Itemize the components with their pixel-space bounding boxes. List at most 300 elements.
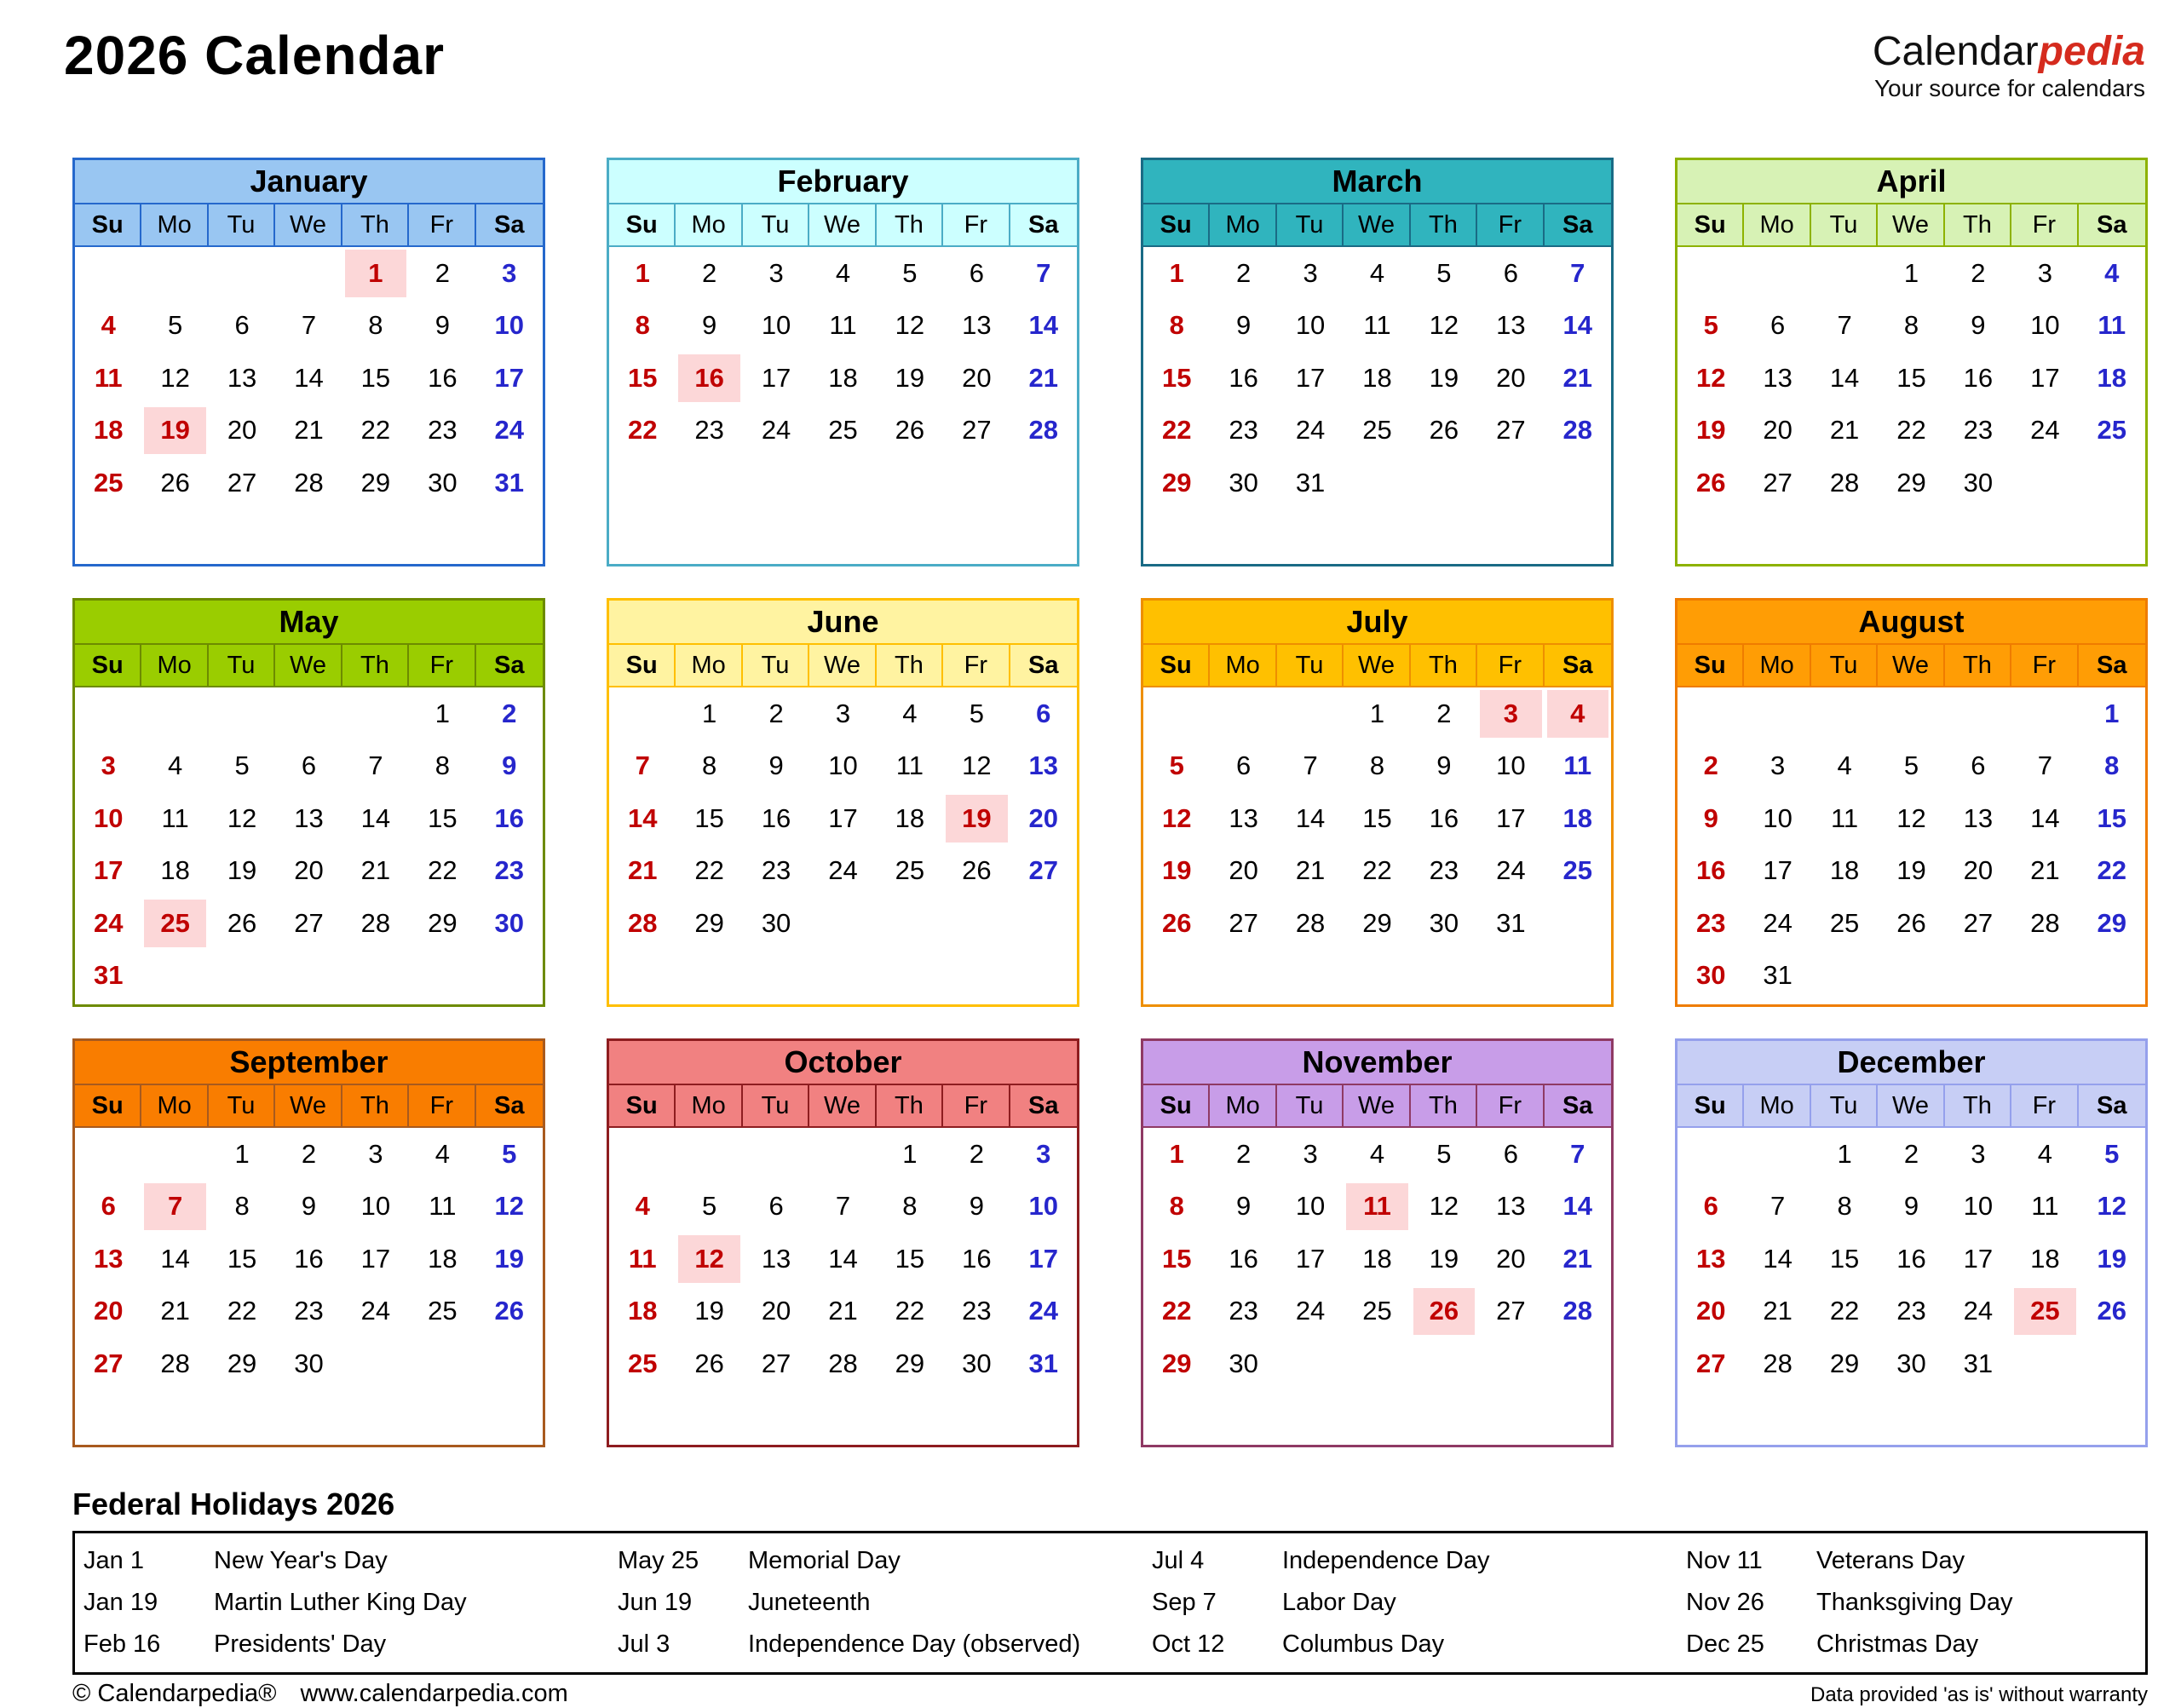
date-cell: 27 <box>761 1348 791 1378</box>
date-cell-empty <box>1878 950 1944 1003</box>
date-cell-sunday: 25 <box>627 1348 658 1378</box>
date-cell: 28 <box>160 1348 190 1378</box>
date-cell-empty <box>877 457 943 509</box>
date-cell: 3 <box>1303 1138 1318 1169</box>
date-cell-empty <box>1277 509 1344 562</box>
date-cell: 2 <box>301 1138 317 1169</box>
date-cell-sunday: 3 <box>101 750 116 781</box>
date-cell: 19 <box>694 1296 724 1326</box>
date-cell-holiday: 11 <box>1344 1181 1410 1234</box>
date-cell: 22 <box>360 415 391 446</box>
date-cell-empty <box>2011 950 2078 1003</box>
date-cell-empty <box>809 950 876 1003</box>
date-cell-saturday: 21 <box>1562 362 1593 393</box>
date-cell-empty <box>1277 1390 1344 1443</box>
calendarpedia-logo <box>1873 24 2145 102</box>
holiday-date: Nov 26 <box>1686 1589 1764 1616</box>
date-cell: 18 <box>1362 362 1392 393</box>
date-cell-sunday: 15 <box>1161 1243 1192 1274</box>
date-cell-holiday: 25 <box>2011 1285 2078 1338</box>
holiday-name: Columbus Day <box>1282 1630 1445 1658</box>
date-cell-empty <box>1477 509 1544 562</box>
date-cell: 15 <box>1829 1243 1860 1274</box>
date-cell-sunday: 2 <box>1703 750 1718 781</box>
date-cell-holiday: 26 <box>1411 1285 1477 1338</box>
weekday-header-su: Su <box>75 1085 141 1126</box>
date-cell-sunday: 30 <box>1695 960 1726 991</box>
date-cell: 3 <box>768 257 784 288</box>
date-cell: 16 <box>1229 1243 1258 1274</box>
weekday-header-su: Su <box>1143 1085 1210 1126</box>
date-cell-empty <box>1477 1337 1544 1390</box>
date-cell-saturday: 11 <box>1563 750 1592 781</box>
date-cell-empty <box>1277 1337 1344 1390</box>
holiday-date: Dec 25 <box>1686 1630 1764 1658</box>
weekday-header-row <box>609 204 1077 247</box>
date-cell: 9 <box>1236 1191 1252 1222</box>
holiday-date: Nov 11 <box>1686 1547 1763 1574</box>
date-cell-empty <box>476 1337 543 1390</box>
date-cell-empty <box>2011 509 2078 562</box>
month-july <box>1141 598 1614 1007</box>
date-cell-sunday: 6 <box>101 1191 116 1222</box>
month-title: August <box>1677 601 2145 645</box>
date-cell-empty <box>1677 509 1744 562</box>
weekday-header-row <box>1677 204 2145 247</box>
date-cell-saturday: 28 <box>1562 1296 1593 1326</box>
date-cell: 26 <box>694 1348 724 1378</box>
date-cell-sunday: 24 <box>93 907 124 938</box>
months-grid <box>72 158 2148 1447</box>
date-cell-empty <box>342 950 409 1003</box>
date-cell: 9 <box>1236 310 1252 341</box>
date-cell-empty <box>1010 950 1077 1003</box>
date-cell: 7 <box>301 310 317 341</box>
date-cell-sunday: 13 <box>1695 1243 1726 1274</box>
date-cell: 6 <box>969 257 984 288</box>
date-cell: 12 <box>160 362 190 393</box>
date-cell-empty <box>1945 1390 2011 1443</box>
date-cell: 4 <box>2037 1138 2052 1169</box>
date-cell-sunday: 4 <box>635 1191 650 1222</box>
date-cell: 29 <box>694 907 724 938</box>
weekday-header-fr: Fr <box>943 645 1010 686</box>
date-cell: 6 <box>1971 750 1986 781</box>
date-cell: 9 <box>434 310 450 341</box>
date-cell-empty <box>409 509 475 562</box>
date-cell: 4 <box>1369 257 1385 288</box>
date-cell: 3 <box>1770 750 1786 781</box>
date-cell: 17 <box>828 802 858 833</box>
date-cell-sunday: 23 <box>1695 907 1726 938</box>
date-cell: 14 <box>1829 362 1860 393</box>
date-cell: 29 <box>428 907 457 938</box>
date-cell: 3 <box>1303 257 1318 288</box>
weekday-header-tu: Tu <box>1277 1085 1344 1126</box>
date-cell-empty <box>1545 1390 1611 1443</box>
date-cell-empty <box>275 687 342 740</box>
date-cell-empty <box>1744 1390 1810 1443</box>
date-cell: 12 <box>1896 802 1926 833</box>
date-cell-empty <box>1477 950 1544 1003</box>
date-cell: 4 <box>1369 1138 1385 1169</box>
date-cell-empty <box>1945 687 2011 740</box>
date-cell-empty <box>2011 457 2078 509</box>
date-cell-empty <box>877 509 943 562</box>
date-cell: 2 <box>1236 257 1252 288</box>
date-cell: 18 <box>2030 1243 2060 1274</box>
date-cell-holiday: 19 <box>943 792 1010 845</box>
month-title: June <box>609 601 1077 645</box>
date-cell-sunday: 5 <box>1169 750 1184 781</box>
holiday-name: Christmas Day <box>1816 1630 1979 1658</box>
date-cell-empty <box>1143 1390 1210 1443</box>
dates-grid <box>1143 247 1611 561</box>
holiday-name: Thanksgiving Day <box>1816 1589 2013 1616</box>
date-cell: 16 <box>1429 802 1459 833</box>
date-cell-empty <box>1677 1128 1744 1181</box>
date-cell-holiday: 7 <box>141 1181 208 1234</box>
date-cell: 14 <box>2030 802 2060 833</box>
date-cell-empty <box>1811 687 1878 740</box>
weekday-header-th: Th <box>877 645 943 686</box>
weekday-header-fr: Fr <box>409 1085 475 1126</box>
date-cell-empty <box>2079 457 2145 509</box>
date-cell: 24 <box>360 1296 391 1326</box>
date-cell-sunday: 11 <box>94 362 123 393</box>
date-cell: 18 <box>895 802 925 833</box>
date-cell: 14 <box>1763 1243 1793 1274</box>
date-cell-saturday: 10 <box>1028 1191 1059 1222</box>
date-cell: 27 <box>1496 1296 1526 1326</box>
holiday-row <box>618 1624 1143 1665</box>
weekday-header-mo: Mo <box>676 1085 742 1126</box>
date-cell: 30 <box>1896 1348 1926 1378</box>
date-cell-sunday: 18 <box>93 415 124 446</box>
date-cell: 13 <box>294 802 324 833</box>
date-cell: 22 <box>428 855 457 886</box>
date-cell-empty <box>209 247 275 300</box>
date-cell-empty <box>209 509 275 562</box>
date-cell-empty <box>2011 1337 2078 1390</box>
date-cell: 30 <box>428 467 457 497</box>
date-cell-sunday: 27 <box>1695 1348 1726 1378</box>
date-cell: 19 <box>1429 1243 1459 1274</box>
weekday-header-mo: Mo <box>1744 204 1810 245</box>
date-cell-empty <box>1545 509 1611 562</box>
month-march <box>1141 158 1614 566</box>
date-cell-saturday: 16 <box>494 802 525 833</box>
date-cell-saturday: 30 <box>494 907 525 938</box>
date-cell-empty <box>943 897 1010 950</box>
date-cell-sunday: 19 <box>1161 855 1192 886</box>
dates-grid <box>609 687 1077 1002</box>
weekday-header-we: We <box>1344 1085 1410 1126</box>
date-cell-sunday: 17 <box>93 855 124 886</box>
date-cell: 24 <box>1963 1296 1994 1326</box>
weekday-header-we: We <box>1344 204 1410 245</box>
date-cell-empty <box>342 1337 409 1390</box>
date-cell-empty <box>1545 457 1611 509</box>
date-cell-empty <box>1677 247 1744 300</box>
date-cell-empty <box>1811 1390 1878 1443</box>
holiday-name: Independence Day <box>1282 1547 1490 1574</box>
date-cell: 5 <box>902 257 918 288</box>
date-cell: 8 <box>702 750 717 781</box>
date-cell: 30 <box>761 907 791 938</box>
page-title: 2026 Calendar <box>64 25 446 86</box>
date-cell: 19 <box>1429 362 1459 393</box>
date-cell: 27 <box>1763 467 1793 497</box>
date-cell: 19 <box>227 855 257 886</box>
weekday-header-sa: Sa <box>494 210 525 239</box>
date-cell-sunday: 18 <box>627 1296 658 1326</box>
date-cell: 1 <box>1903 257 1919 288</box>
date-cell: 2 <box>768 698 784 728</box>
date-cell: 9 <box>969 1191 984 1222</box>
weekday-header-tu: Tu <box>209 645 275 686</box>
weekday-header-th: Th <box>342 1085 409 1126</box>
date-cell: 7 <box>1837 310 1852 341</box>
date-cell-empty <box>75 247 141 300</box>
date-cell: 29 <box>895 1348 925 1378</box>
date-cell: 1 <box>902 1138 918 1169</box>
date-cell-saturday: 18 <box>2097 362 2127 393</box>
date-cell-empty <box>2079 1337 2145 1390</box>
date-cell: 16 <box>294 1243 324 1274</box>
date-cell: 10 <box>1496 750 1526 781</box>
date-cell-sunday: 12 <box>1161 802 1192 833</box>
date-cell-sunday: 20 <box>1695 1296 1726 1326</box>
date-cell-empty <box>2079 509 2145 562</box>
date-cell-empty <box>809 1390 876 1443</box>
date-cell: 25 <box>428 1296 457 1326</box>
date-cell: 2 <box>1436 698 1452 728</box>
date-cell-empty <box>1545 950 1611 1003</box>
date-cell-empty <box>809 509 876 562</box>
date-cell-holiday: 16 <box>676 352 742 405</box>
date-cell-empty <box>1744 247 1810 300</box>
date-cell: 6 <box>1770 310 1786 341</box>
holiday-name: Labor Day <box>1282 1589 1396 1616</box>
weekday-header-we: We <box>809 204 876 245</box>
date-cell-empty <box>209 687 275 740</box>
weekday-header-fr: Fr <box>409 645 475 686</box>
weekday-header-fr: Fr <box>1477 645 1544 686</box>
date-cell-sunday: 27 <box>93 1348 124 1378</box>
date-cell: 2 <box>702 257 717 288</box>
footer-disclaimer: Data provided 'as is' without warranty <box>1810 1683 2148 1706</box>
date-cell: 20 <box>1496 1243 1526 1274</box>
date-cell: 4 <box>902 698 918 728</box>
date-cell-sunday: 8 <box>1169 1191 1184 1222</box>
date-cell: 1 <box>1369 698 1385 728</box>
date-cell: 4 <box>835 257 851 288</box>
calendarpedia-link[interactable]: www.calendarpedia.com <box>300 1680 568 1707</box>
date-cell-sunday: 22 <box>1161 1296 1192 1326</box>
date-cell-saturday: 28 <box>1562 415 1593 446</box>
weekday-header-we: We <box>275 204 342 245</box>
holiday-date: Jul 3 <box>618 1630 670 1658</box>
date-cell: 23 <box>428 415 457 446</box>
date-cell: 17 <box>761 362 791 393</box>
holiday-row <box>1152 1582 1677 1624</box>
date-cell: 14 <box>1295 802 1326 833</box>
date-cell: 23 <box>1896 1296 1926 1326</box>
date-cell: 23 <box>1963 415 1994 446</box>
date-cell: 26 <box>160 467 190 497</box>
date-cell: 9 <box>768 750 784 781</box>
date-cell: 28 <box>2030 907 2060 938</box>
date-cell-empty <box>1677 687 1744 740</box>
date-cell-sunday: 8 <box>1169 310 1184 341</box>
date-cell-empty <box>743 509 809 562</box>
date-cell-empty <box>1210 1390 1276 1443</box>
dates-grid <box>1677 687 2145 1002</box>
weekday-header-th: Th <box>877 1085 943 1126</box>
weekday-header-mo: Mo <box>1210 204 1276 245</box>
date-cell-holiday: 12 <box>676 1233 742 1285</box>
date-cell: 16 <box>761 802 791 833</box>
date-cell: 10 <box>1295 1191 1326 1222</box>
weekday-header-su: Su <box>609 645 676 686</box>
date-cell: 29 <box>1362 907 1392 938</box>
date-cell-empty <box>743 457 809 509</box>
date-cell: 23 <box>1229 415 1258 446</box>
date-cell: 18 <box>1362 1243 1392 1274</box>
date-cell: 11 <box>829 310 857 341</box>
weekday-header-fr: Fr <box>2011 204 2078 245</box>
date-cell: 2 <box>1971 257 1986 288</box>
date-cell-sunday: 26 <box>1161 907 1192 938</box>
weekday-header-sa: Sa <box>1562 1091 1593 1119</box>
date-cell-saturday: 2 <box>502 698 517 728</box>
holiday-row <box>1686 1582 2145 1624</box>
date-cell: 3 <box>1971 1138 1986 1169</box>
date-cell: 17 <box>1763 855 1793 886</box>
date-cell: 31 <box>1763 960 1793 991</box>
date-cell-saturday: 31 <box>1028 1348 1059 1378</box>
date-cell-saturday: 26 <box>2097 1296 2127 1326</box>
date-cell: 30 <box>962 1348 992 1378</box>
date-cell-sunday: 4 <box>101 310 116 341</box>
date-cell: 28 <box>294 467 324 497</box>
holiday-name: Veterans Day <box>1816 1547 1965 1574</box>
month-october <box>607 1038 1079 1447</box>
date-cell: 1 <box>702 698 717 728</box>
date-cell-saturday: 21 <box>1028 362 1059 393</box>
weekday-header-row <box>1677 645 2145 687</box>
date-cell: 14 <box>294 362 324 393</box>
date-cell: 5 <box>969 698 984 728</box>
weekday-header-sa: Sa <box>1028 651 1059 679</box>
date-cell: 22 <box>227 1296 257 1326</box>
date-cell: 21 <box>2030 855 2060 886</box>
dates-grid <box>609 1128 1077 1442</box>
date-cell-sunday: 15 <box>627 362 658 393</box>
date-cell: 19 <box>1896 855 1926 886</box>
dates-grid <box>1143 1128 1611 1442</box>
date-cell: 22 <box>1362 855 1392 886</box>
date-cell-empty <box>743 1390 809 1443</box>
date-cell: 24 <box>761 415 791 446</box>
holiday-row <box>1686 1540 2145 1582</box>
date-cell: 13 <box>1229 802 1258 833</box>
date-cell-sunday: 20 <box>93 1296 124 1326</box>
date-cell-empty <box>1477 1390 1544 1443</box>
date-cell: 9 <box>1971 310 1986 341</box>
page-header <box>0 0 2181 158</box>
date-cell-empty <box>1344 1337 1410 1390</box>
date-cell: 31 <box>1496 907 1526 938</box>
date-cell-saturday: 3 <box>502 257 517 288</box>
month-title: January <box>75 160 543 204</box>
holiday-name: New Year's Day <box>214 1547 388 1574</box>
date-cell-saturday: 4 <box>2104 257 2120 288</box>
date-cell-empty <box>1344 457 1410 509</box>
weekday-header-mo: Mo <box>141 645 208 686</box>
date-cell-saturday: 14 <box>1562 310 1593 341</box>
date-cell-empty <box>877 950 943 1003</box>
date-cell: 7 <box>1770 1191 1786 1222</box>
date-cell: 13 <box>962 310 992 341</box>
date-cell-empty <box>1411 950 1477 1003</box>
date-cell: 5 <box>1436 1138 1452 1169</box>
page-footer <box>72 1680 2148 1708</box>
date-cell-empty <box>1010 897 1077 950</box>
date-cell-saturday: 9 <box>502 750 517 781</box>
weekday-header-sa: Sa <box>2097 651 2127 679</box>
date-cell-empty <box>1878 1390 1944 1443</box>
date-cell-empty <box>1143 509 1210 562</box>
weekday-header-tu: Tu <box>1277 645 1344 686</box>
federal-holidays-section <box>72 1487 2148 1675</box>
holiday-date: Jun 19 <box>618 1589 693 1616</box>
date-cell: 8 <box>1369 750 1385 781</box>
date-cell-sunday: 10 <box>93 802 124 833</box>
footer-copyright <box>72 1680 568 1708</box>
holiday-date: Jul 4 <box>1152 1547 1205 1574</box>
holiday-date: May 25 <box>618 1547 699 1574</box>
date-cell: 28 <box>360 907 391 938</box>
weekday-header-we: We <box>1878 204 1944 245</box>
dates-grid <box>609 247 1077 561</box>
weekday-header-su: Su <box>1677 204 1744 245</box>
date-cell-sunday: 22 <box>627 415 658 446</box>
date-cell-empty <box>1344 950 1410 1003</box>
weekday-header-th: Th <box>342 204 409 245</box>
date-cell-empty <box>676 950 742 1003</box>
date-cell-saturday: 7 <box>1570 257 1585 288</box>
date-cell: 11 <box>429 1191 457 1222</box>
date-cell-empty <box>2011 687 2078 740</box>
date-cell-sunday: 25 <box>93 467 124 497</box>
date-cell: 14 <box>160 1243 190 1274</box>
date-cell: 24 <box>1295 1296 1326 1326</box>
date-cell-empty <box>1010 457 1077 509</box>
weekday-header-su: Su <box>609 204 676 245</box>
date-cell: 18 <box>1829 855 1860 886</box>
holiday-row <box>83 1540 609 1582</box>
date-cell-empty <box>676 1128 742 1181</box>
weekday-header-tu: Tu <box>743 204 809 245</box>
date-cell: 25 <box>1829 907 1860 938</box>
date-cell: 29 <box>360 467 391 497</box>
date-cell-empty <box>342 509 409 562</box>
holiday-date: Oct 12 <box>1152 1630 1225 1658</box>
date-cell-empty <box>1143 950 1210 1003</box>
month-may <box>72 598 545 1007</box>
